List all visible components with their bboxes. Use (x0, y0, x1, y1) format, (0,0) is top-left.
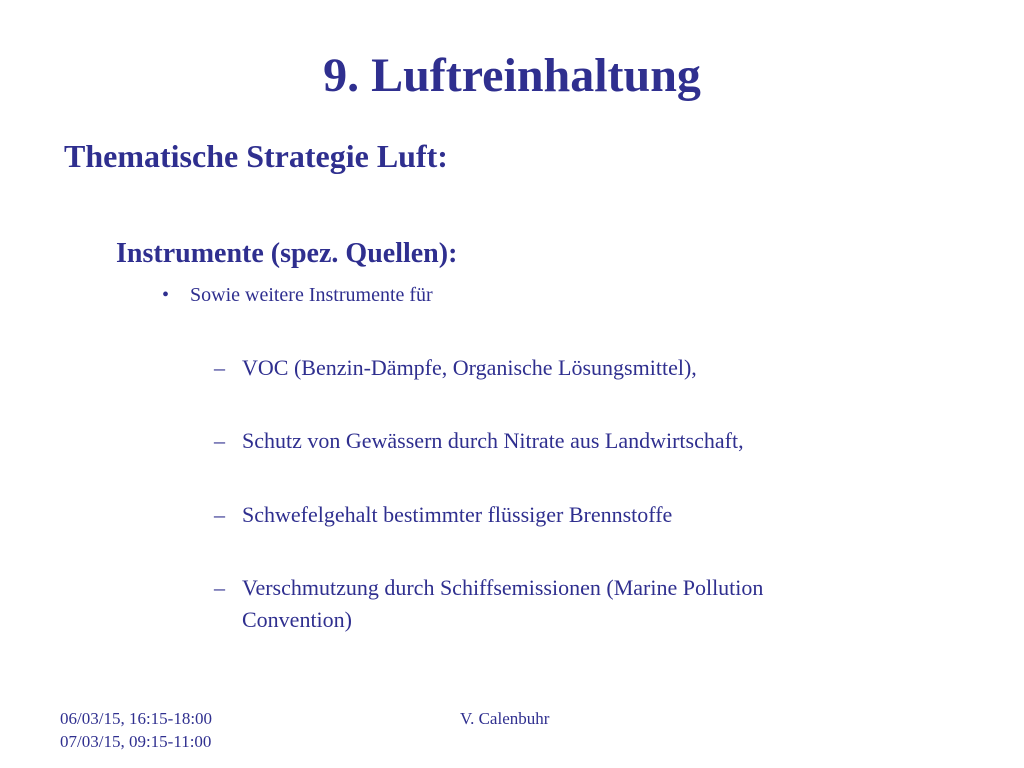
dash-item-nitrate (214, 425, 914, 457)
subsection-heading: Instrumente (spez. Quellen): (116, 238, 458, 269)
dash-mark: – (214, 502, 225, 527)
dash-item-sulfur (214, 499, 914, 531)
bullet-text: Sowie weitere Instrumente für (190, 284, 433, 306)
dash-text: Schutz von Gewässern durch Nitrate aus Landwirtschaft, (242, 428, 744, 453)
footer-dates (60, 707, 212, 753)
footer-date-2: 07/03/15, 09:15-11:00 (60, 732, 212, 751)
slide-title: 9. Luftreinhaltung (323, 49, 701, 102)
footer-author: V. Calenbuhr (460, 709, 550, 728)
dash-mark: – (214, 428, 225, 453)
dash-item-voc (214, 352, 914, 384)
section-heading: Thematische Strategie Luft: (64, 138, 448, 174)
dash-text: Verschmutzung durch Schiffsemissionen (Marine Pollution Convention) (242, 575, 764, 632)
bullet-mark: • (162, 284, 170, 306)
bullet-item (162, 280, 433, 310)
footer-date-1: 06/03/15, 16:15-18:00 (60, 709, 213, 728)
dash-item-ship-emissions (214, 572, 854, 636)
dash-text: VOC (Benzin-Dämpfe, Organische Lösungsmittel), (242, 355, 697, 380)
dash-text: Schwefelgehalt bestimmter flüssiger Brennstoffe (242, 502, 673, 527)
dash-mark: – (214, 575, 225, 600)
dash-mark: – (214, 355, 225, 380)
